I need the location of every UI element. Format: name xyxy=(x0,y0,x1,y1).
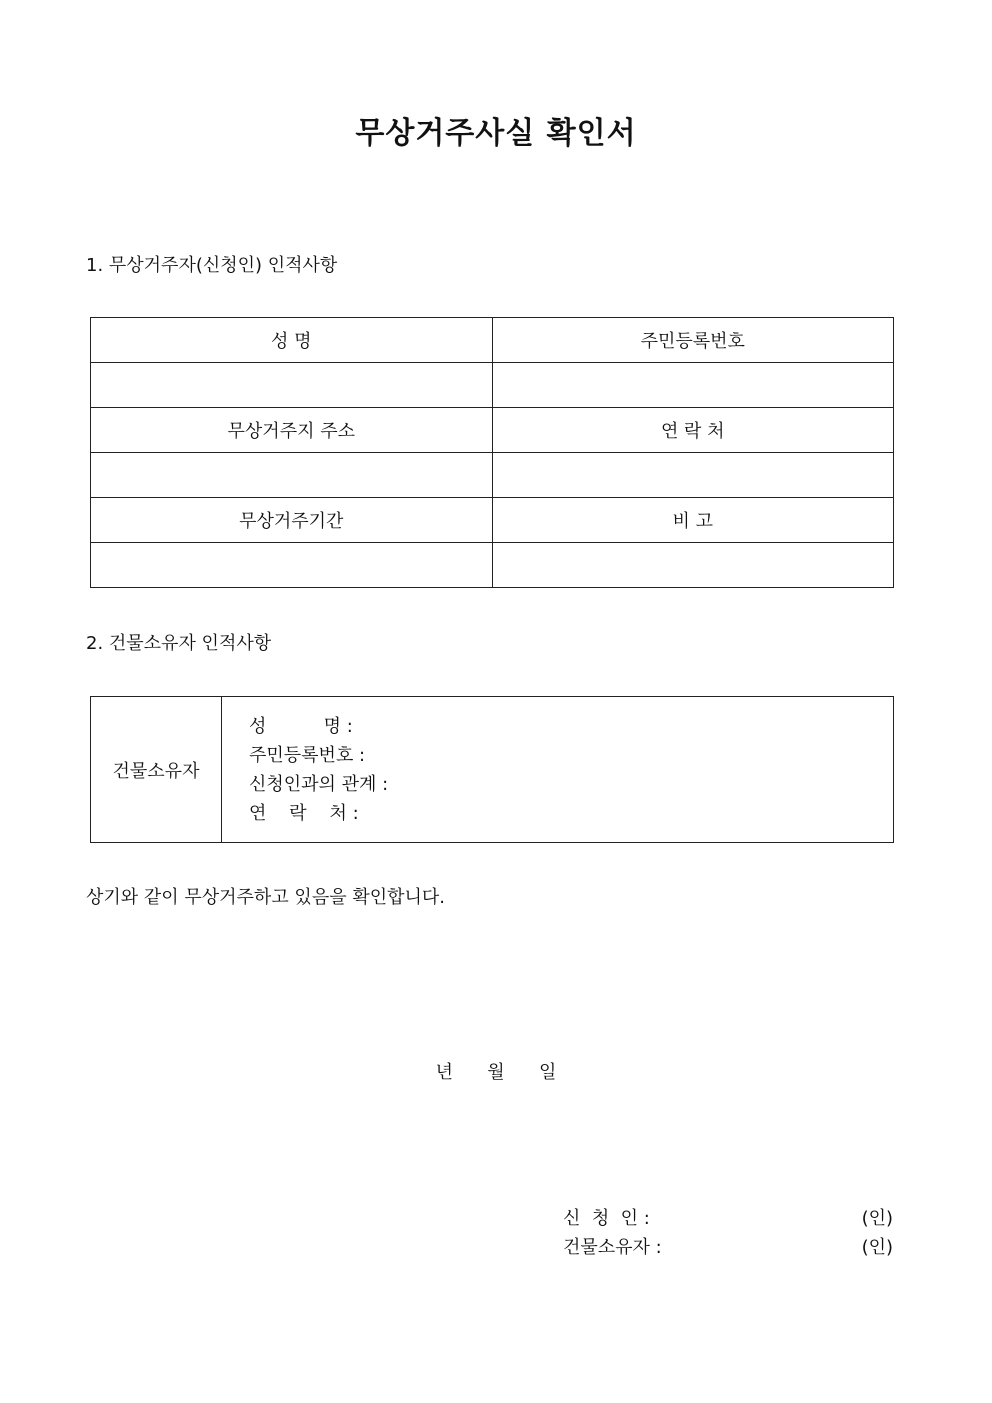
confirmation-statement: 상기와 같이 무상거주하고 있음을 확인합니다. xyxy=(86,887,445,908)
remarks-value-cell[interactable] xyxy=(492,543,894,588)
section-heading-owner: 2. 건물소유자 인적사항 xyxy=(86,633,272,654)
contact-value-cell[interactable] xyxy=(492,453,894,498)
owner-label-cell: 건물소유자 xyxy=(91,697,222,843)
name-header-cell: 성 명 xyxy=(91,318,493,363)
owner-signature-label: 건물소유자 : xyxy=(563,1237,662,1258)
resident-number-header-cell: 주민등록번호 xyxy=(492,318,894,363)
applicant-info-table xyxy=(90,317,894,588)
remarks-header-cell: 비 고 xyxy=(492,498,894,543)
table-row xyxy=(91,498,894,543)
table-row xyxy=(91,697,894,843)
applicant-seal-mark: (인) xyxy=(861,1208,893,1229)
address-value-cell[interactable] xyxy=(91,453,493,498)
owner-relationship-field[interactable]: 신청인과의 관계 : xyxy=(249,773,389,795)
owner-contact-field[interactable]: 연 락 처 : xyxy=(249,802,359,824)
owner-info-table xyxy=(90,696,894,843)
document-title: 무상거주사실 확인서 xyxy=(355,116,637,151)
owner-resident-number-field[interactable]: 주민등록번호 : xyxy=(249,744,366,766)
table-row xyxy=(91,453,894,498)
name-value-cell[interactable] xyxy=(91,363,493,408)
owner-seal-mark: (인) xyxy=(861,1237,893,1258)
section-heading-applicant: 1. 무상거주자(신청인) 인적사항 xyxy=(86,255,338,276)
table-row xyxy=(91,408,894,453)
date-line[interactable]: 년 월 일 xyxy=(435,1062,557,1083)
table-row xyxy=(91,318,894,363)
address-header-cell: 무상거주지 주소 xyxy=(91,408,493,453)
applicant-signature-label: 신 청 인 : xyxy=(563,1208,650,1229)
table-row xyxy=(91,363,894,408)
owner-name-field[interactable]: 성 명 : xyxy=(249,715,353,737)
owner-signature-row[interactable] xyxy=(563,1235,893,1261)
owner-fields-cell xyxy=(222,697,894,843)
period-header-cell: 무상거주기간 xyxy=(91,498,493,543)
period-value-cell[interactable] xyxy=(91,543,493,588)
resident-number-value-cell[interactable] xyxy=(492,363,894,408)
applicant-signature-row[interactable] xyxy=(563,1206,893,1232)
contact-header-cell: 연 락 처 xyxy=(492,408,894,453)
table-row xyxy=(91,543,894,588)
